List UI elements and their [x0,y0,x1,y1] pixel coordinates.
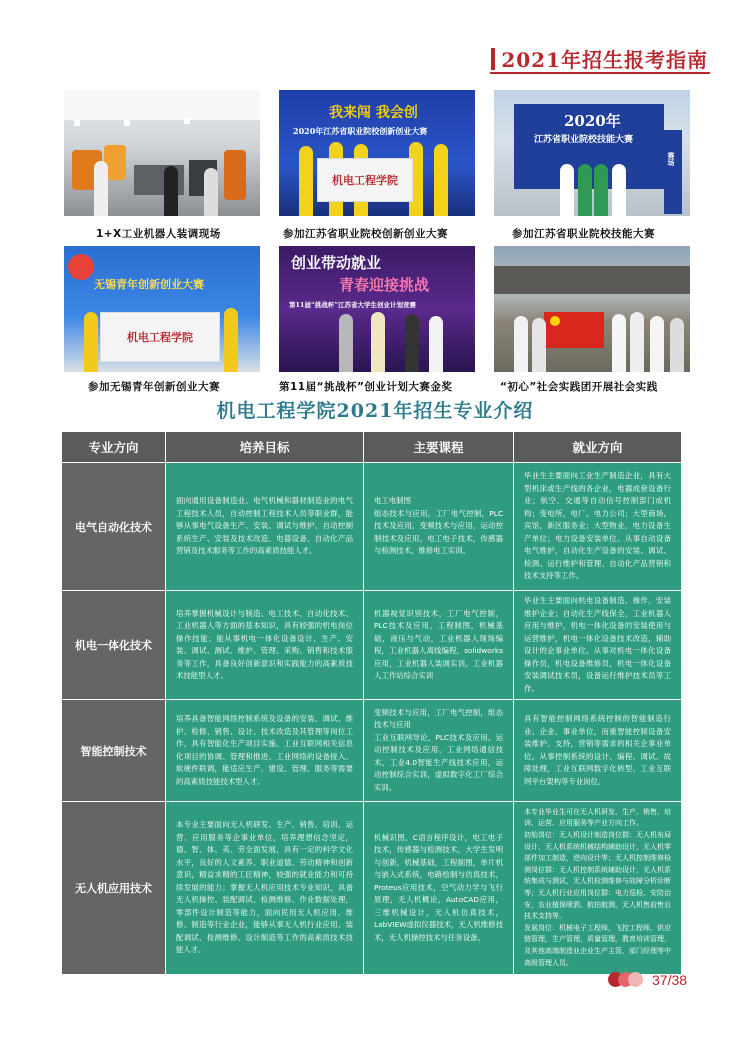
row-jobs-intelligent-control [514,700,681,801]
row-jobs-electrical [514,463,681,590]
cell-text: 变频技术与应用，工厂电气控制，组态技术与应用 工业互联网导论，PLC技术及应用，运动控制技术及应用，工业网络通信技术，工业4.0智能生产线技术应用，运动控制综合实训，虚拟数字化工厂综合实训。 [374,707,503,792]
banner-skills-name: 江苏省职业院校技能大赛 [534,135,634,145]
row-goal-mechatronics [166,591,363,699]
caption-challenge-cup: 第11届“挑战杯”创业计划大赛金奖 [279,381,453,393]
page-number: 37/38 [652,972,688,988]
cell-text: 电工电制图 组态技术与应用，工厂电气控制，PLC技术及应用，变频技术与应用，运动控制技术及应用，电工电子技术，传感器与检测技术，维修电工实训。 [374,496,503,556]
banner-wuxi: 无锡青年创新创业大赛 [94,278,204,291]
dot-3 [628,972,643,987]
photo-social-practice [494,246,690,372]
cell-text: 机械识图，C语言程序设计，电工电子技术，传感器与检测技术，大学生发明与创新，机械基础，工程制图，单片机与嵌入式系统，电路绘制与仿真技术，Proteus应用技术，空气动力学与飞行原理，无人机概论，AutoCAD应用，三维机械设计，无人机仿真技术，LabVIEW虚拟仪器技术，无人机维修技术，无人机操控技术与任务设备。 [374,832,503,942]
row-courses-mechatronics [364,591,513,699]
cell-text: 具有智能控制网络系统控制的智能制造行业、企业、事业单位，而重智能控制设备安装维护、支持，营销等需求的相关企事业单位。从事控制系统的设计、编程、调试、故障处理，工业互联网数字化转型、工业互联网平台架构等专业岗位。 [524,714,671,786]
photo-skills-contest [494,90,690,216]
cell-text: 本专业毕业生可在无人机研发、生产、销售、培训、运营、应用服务等产业方向工作。 初始岗位：无人机设计制造岗位群：无人机布局设计、无人机系统机械结构辅助设计，无人机零部件加工制造，逆向设计等；无人机控制维修检测岗位群：无人机控制系统辅助设计，无人机系统集成与测试，无人机检测维修与故障分析诊断等；无人机行业应用岗位群：电力巡检、安防治安，农业植保喷洒、航拍航测，无人机售前售后技术支持等。 发展岗位：机械电子工程师，飞控工程师，供应链管理，生产管理，质量管理，教育培训管理，及其他高端制造业企业生产主管，部门经理等中高级管理人员。 [524,807,671,967]
photo-robot-workshop [64,90,260,216]
banner-challenge-sub: 青春迎接挑战 [339,276,430,294]
row-major-electrical: 电气自动化技术 [62,463,165,590]
row-goal-drone [166,802,363,974]
page-dots [608,972,638,987]
row-jobs-drone [514,802,681,974]
table-header-courses: 主要课程 [364,432,513,462]
row-major-mechatronics: 机电一体化技术 [62,591,165,699]
row-goal-electrical [166,463,363,590]
header-title: 2021年招生报考指南 [501,48,708,72]
photo-challenge-cup [279,246,475,372]
caption-robot-workshop: 1+X工业机器人装调现场 [96,228,221,240]
table-header-major: 专业方向 [62,432,165,462]
sign-text: 赛场 [667,152,676,166]
row-jobs-mechatronics [514,591,681,699]
row-courses-intelligent-control [364,700,513,801]
photo-innovation-contest [279,90,475,216]
table-header-jobs: 就业方向 [514,432,681,462]
cell-text: 面向通用设备制造业、电气机械和器材制造业的电气工程技术人员，自动控制工程技术人员等职业群，能够从事电气设备生产、安装、调试与维护、自动控制系统生产、安装及技术改造、电器设备、自动化产品营销及技术服务等工作的高素质技能人才。 [176,496,353,556]
college-flag-wuxi-text: 机电工程学院 [127,331,193,344]
cell-text: 毕业生主要面向机电设备制造、操作、安装维护企业；自动化生产线保全，工业机器人应用与维护，机电一体化设备的安装使用与运营维护，机电一体化设备技术改造，辅助设计的企事业单位。从事对机电一体化设备操作员，机电设备维修员，机电一体化设备安装调试技术员，设备运行维护技术员等工作。 [524,596,671,693]
header-accent-bar [491,48,495,70]
section-title: 机电工程学院2021年招生专业介绍 [216,400,534,422]
college-flag-wuxi [100,312,220,362]
college-flag [317,158,413,202]
college-flag-text: 机电工程学院 [332,174,398,187]
cell-text: 机器视觉识别技术，工厂电气控制，PLC技术及应用，工程制图，机械基础，液压与气动，工业机器人现场编程，工业机器人离线编程，solidworks应用，工业机器人装调实训，工业机器人工作站综合实训 [374,608,503,680]
header-rule [490,72,710,74]
table-header-goal: 培养目标 [166,432,363,462]
row-major-intelligent-control: 智能控制技术 [62,700,165,801]
banner-contest-name: 2020年江苏省职业院校创新创业大赛 [293,126,428,136]
caption-social-practice: “初心”社会实践团开展社会实践 [500,381,658,393]
row-major-drone: 无人机应用技术 [62,802,165,974]
row-courses-electrical [364,463,513,590]
banner-challenge-slogan: 创业带动就业 [291,254,382,272]
row-goal-intelligent-control [166,700,363,801]
caption-wuxi-contest: 参加无锡青年创新创业大赛 [88,381,220,393]
cell-text: 培养具备智能网络控制系统及设备的安装、调试、维护、检修、销售、设计、技术改造及其管理等岗位工作，具有智能化生产项目实施、工业互联网相关信息化项目的协调、管理和推进、工业网络的设备接入、软硬件联调，能适应生产、建设、管理、服务等需要的高素质技能技术型人才。 [176,714,353,786]
majors-table [62,432,678,970]
cell-text: 毕业生主要面向工业生产制造企业，具有大型机床或生产线的各企业，电器成套设备行业；航空、交通等自动信号控制部门或机构；变电所，电厂，电力公司；大型商场，宾馆，新区服务业；大型物业，电力设备生产单位；电力设备安装单位。从事自动设备电气维护，自动化生产设备的安装、调试、检测、运行维护和管理、自动化产品营销和技术支持等工作。 [524,471,671,581]
page-header [491,44,708,73]
banner-challenge-line: 第11届“挑战杯”江苏省大学生创业计划竞赛 [289,301,417,309]
cell-text: 本专业主要面向无人机研发、生产、销售、培训、运营、应用服务等企事业单位，培养理想信念坚定，德、智、体、美、劳全面发展，具有一定的科学文化水平，良好的人文素养、职业道德、劳动精神和创新意识，精益求精的工匠精神，较强的就业能力和可持续发展的能力；掌握无人机应用技术专业知识，具备无人机操控、装配调试、检测维修、作业数据处理，零部件设计制造等能力，面向民用无人机应用、维修、制造等行业企业，能够从事无人机行业应用、装配调试、检测维修、设计制造等工作的高素质技术技能人才。 [176,820,353,955]
caption-innovation-contest: 参加江苏省职业院校创新创业大赛 [283,228,448,240]
banner-year: 2020年 [564,112,621,130]
cell-text: 培养掌握机械设计与制造、电工技术、自动化技术、工业机器人等方面的基本知识，具有较强的机电岗位操作技能；能从事机电一体化设备设计、生产、安装、调试、测试、维护、管理、采购、销售和技术服务等工作，具备良好创新意识和实践能力的高素质技术技能型人才。 [176,608,353,680]
banner-slogan: 我来闯 我会创 [329,105,418,121]
row-courses-drone [364,802,513,974]
caption-skills-contest: 参加江苏省职业院校技能大赛 [512,228,655,240]
photo-wuxi-contest [64,246,260,372]
